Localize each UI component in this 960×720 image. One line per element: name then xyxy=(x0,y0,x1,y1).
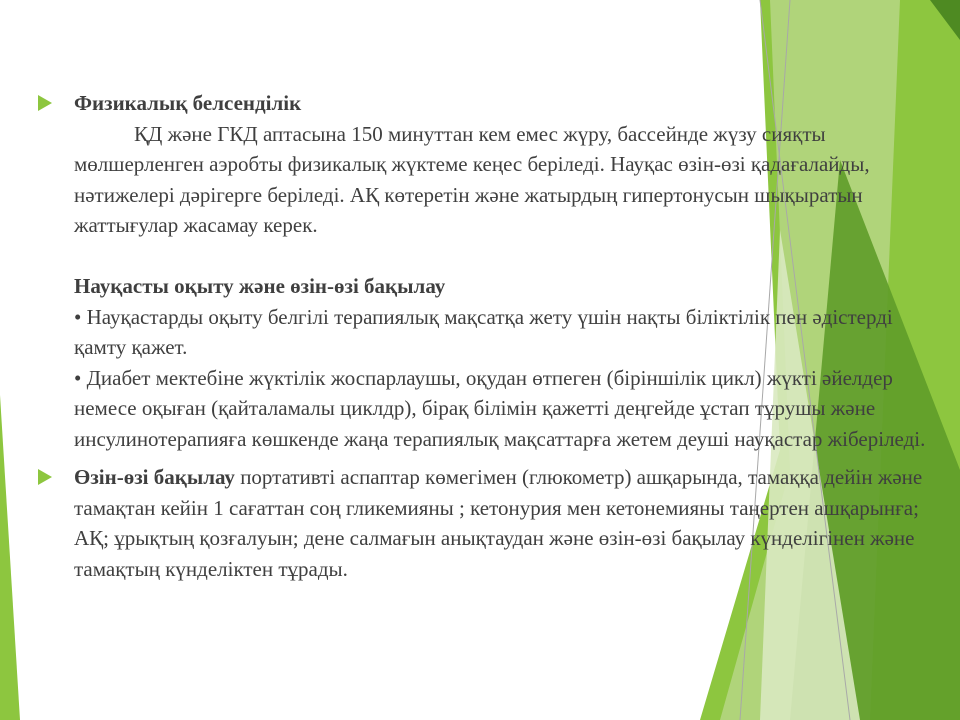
physical-activity-heading: Физикалық белсенділік xyxy=(74,91,302,115)
self-monitoring-text: портативті аспаптар көмегімен (глюкометр) ашқарында, тамаққа дейін және тамақтан кейін 1 сағаттан соң гликемияны ; кетонурия мен кетонемияны таңертен ашқарынға; АҚ; ұрықтың қозғалуын; дене салмағын анықтаудан және өзін-өзі бақылау күнделігінен және тамақтың күнделіктен тұрады. xyxy=(74,465,923,581)
patient-education-heading: Науқасты оқыту және өзін-өзі бақылау xyxy=(74,274,446,298)
self-monitoring-heading: Өзін-өзі бақылау xyxy=(74,465,235,489)
bullet-block-physical-activity xyxy=(38,88,928,454)
self-monitoring-paragraph xyxy=(74,462,928,584)
education-point-1: • Науқастарды оқыту белгілі терапиялық мақсатқа жету үшін нақты біліктілік пен әдістерді қамту қажет. xyxy=(74,304,893,359)
education-point-2: • Диабет мектебіне жүктілік жоспарлаушы, оқудан өтпеген (біріншілік цикл) жүкті әйелдер немесе оқыған (қайталамалы циклдр), бірақ білімін қажетті деңгейде ұстап тұрушы және инсулинотерапияға көшкенде жаңа терапиялық мақсаттарға жетем деуші науқастар жіберіледі. xyxy=(74,365,926,451)
triangle-arrow-right-icon xyxy=(38,469,52,485)
physical-activity-paragraph xyxy=(74,119,928,241)
physical-activity-text: ҚД және ГКД аптасына 150 минуттан кем емес жүру, бассейнде жүзу сияқты мөлшерленген аэробты физикалық жүктеме кеңес беріледі. Науқас өзін-өзі қадағалайды, нәтижелері дәрігерге беріледі. АҚ көтеретін және жатырдың гипертонусын шықыратын жаттығулар жасамау керек. xyxy=(74,121,870,237)
bullet-block-self-monitoring xyxy=(38,462,928,584)
triangle-arrow-right-icon xyxy=(38,95,52,111)
slide-content xyxy=(38,88,928,584)
left-bottom-wedge xyxy=(0,395,20,720)
spacer xyxy=(74,241,928,272)
